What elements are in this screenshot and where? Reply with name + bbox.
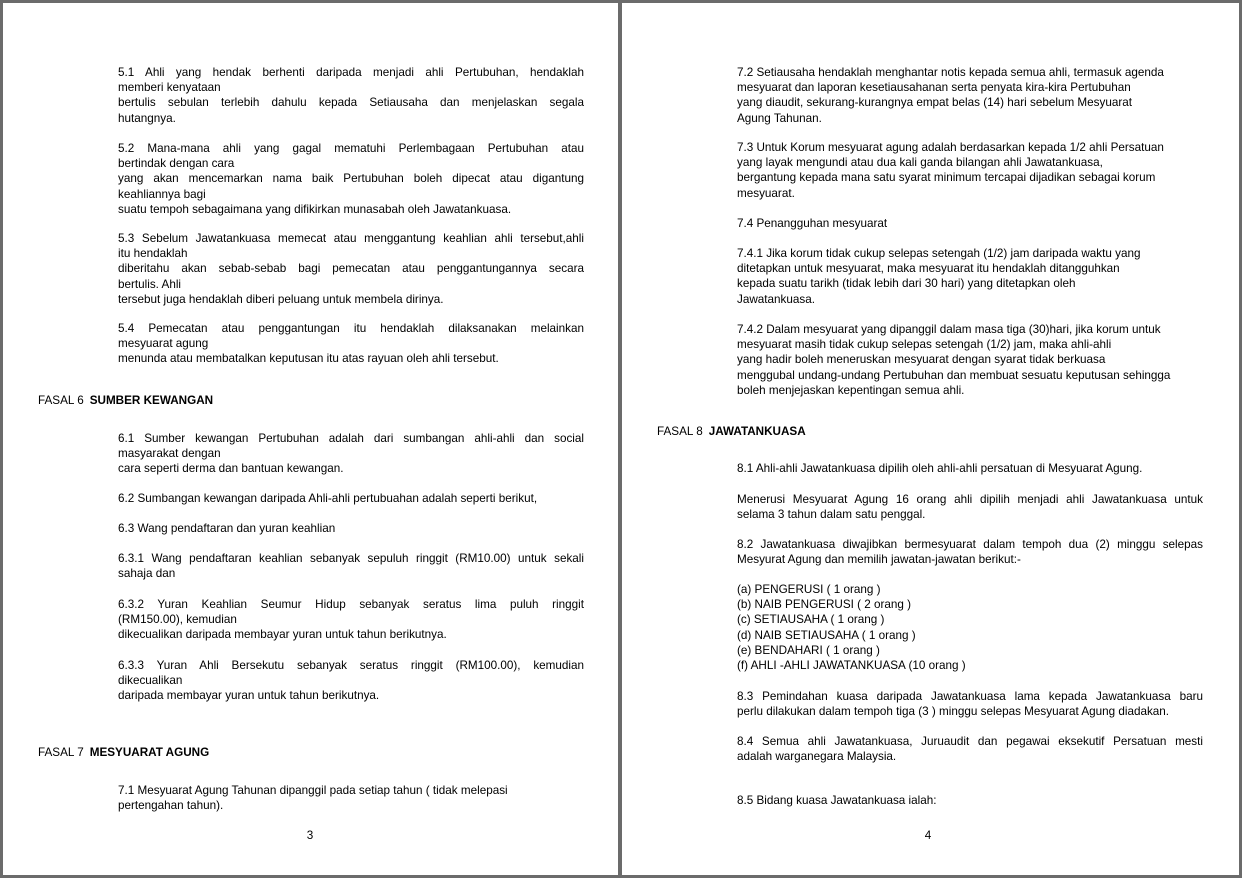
text-line: 5.1 Ahli yang hendak berhenti daripada menjadi ahli Pertubuhan, hendaklah (118, 66, 584, 79)
text-line: (c) SETIAUSAHA ( 1 orang ) (737, 613, 885, 627)
text-line: dikecualikan (118, 674, 183, 688)
text-line: keahliannya bagi (118, 187, 206, 201)
text-line: 7.3 Untuk Korum mesyuarat agung adalah berdasarkan kepada 1/2 ahli Persatuan (737, 141, 1164, 154)
text-line: yang diaudit, sekurang-kurangnya empat belas (14) hari sebelum Mesyuarat (737, 96, 1132, 110)
section-number: FASAL 7 (38, 746, 84, 759)
text-line: 6.3.3 Yuran Ahli Bersekutu sebanyak seratus ringgit (RM100.00), kemudian (118, 659, 584, 672)
section-number: FASAL 6 (38, 394, 84, 407)
text-line: selama 3 tahun dalam satu penggal. (737, 508, 926, 522)
text-line: yang hadir boleh meneruskan mesyuarat dengan syarat tidak berkuasa (737, 353, 1106, 367)
text-line: kepada suatu tarikh (tidak lebih dari 30 hari) yang ditetapkan oleh (737, 277, 1076, 291)
text-line: cara seperti derma dan bantuan kewangan. (118, 462, 344, 476)
paragraph (118, 231, 584, 307)
paragraph (118, 431, 584, 477)
section-title: SUMBER KEWANGAN (89, 394, 214, 407)
text-line: mesyuarat agung (118, 337, 209, 351)
text-line: menunda atau membatalkan keputusan itu atas rayuan oleh ahli tersebut. (118, 352, 499, 366)
text-line: (b) NAIB PENGERUSI ( 2 orang ) (737, 598, 912, 612)
text-line: 5.2 Mana-mana ahli yang gagal mematuhi Perlembagaan Pertubuhan atau (118, 142, 584, 155)
text-line: mesyuarat. (737, 186, 795, 200)
text-line: sahaja dan (118, 567, 176, 581)
paragraph (118, 141, 584, 217)
paragraph (737, 461, 1203, 476)
paragraph (737, 734, 1203, 764)
text-line: bertulis. Ahli (118, 277, 182, 291)
section-heading (657, 424, 806, 439)
text-line: 8.1 Ahli-ahli Jawatankuasa dipilih oleh ahli-ahli persatuan di Mesyuarat Agung. (737, 462, 1143, 475)
paragraph (737, 492, 1203, 522)
text-line: Jawatankuasa. (737, 292, 815, 306)
paragraph (118, 551, 584, 581)
text-line: dikecualikan daripada membayar yuran untuk tahun berikutnya. (118, 628, 447, 642)
page-number: 4 (924, 829, 932, 842)
text-line: perlu dilakukan dalam tempoh tiga (3 ) minggu selepas Mesyuarat Agung diadakan. (737, 705, 1170, 719)
section-title: JAWATANKUASA (708, 425, 806, 438)
paragraph (737, 793, 1203, 808)
section-number: FASAL 8 (657, 425, 703, 438)
paragraph (118, 597, 584, 643)
text-line: yang akan mencemarkan nama baik Pertubuhan boleh dipecat atau digantung (118, 172, 584, 186)
page-number: 3 (306, 829, 314, 842)
text-line: 6.3.1 Wang pendaftaran keahlian sebanyak sepuluh ringgit (RM10.00) untuk sekali (118, 552, 584, 565)
paragraph (118, 521, 584, 536)
text-line: (RM150.00), kemudian (118, 613, 237, 627)
paragraph (737, 537, 1203, 567)
paragraph (737, 216, 1203, 231)
text-line: mesyuarat dan laporan kesetiausahanan serta penyata kira-kira Pertubuhan (737, 81, 1131, 95)
text-line: bertindak dengan cara (118, 157, 235, 171)
text-line: 5.4 Pemecatan atau penggantungan itu hendaklah dilaksanakan melainkan (118, 322, 584, 335)
paragraph (737, 140, 1203, 201)
text-line: bergantung kepada mana satu syarat minimum tercapai dijadikan sebagai korum (737, 171, 1156, 185)
section-heading (38, 745, 209, 760)
text-line: ditetapkan untuk mesyuarat, maka mesyuarat itu hendaklah ditangguhkan (737, 262, 1120, 276)
paragraph (118, 65, 584, 126)
text-line: 6.3.2 Yuran Keahlian Seumur Hidup sebanyak seratus lima puluh ringgit (118, 598, 584, 611)
text-line: 7.4 Penangguhan mesyuarat (737, 217, 888, 230)
text-line: suatu tempoh sebagaimana yang difikirkan munasabah oleh Jawatankuasa. (118, 202, 512, 216)
text-line: hutangnya. (118, 111, 176, 125)
text-line: 7.4.2 Dalam mesyuarat yang dipanggil dalam masa tiga (30)hari, jika korum untuk (737, 323, 1161, 336)
text-line: memberi kenyataan (118, 81, 221, 95)
text-line: mesyuarat masih tidak cukup selepas setengah (1/2) jam, maka ahli-ahli (737, 338, 1112, 352)
text-line: boleh menjejaskan kepentingan semua ahli. (737, 383, 965, 397)
text-line: 7.2 Setiausaha hendaklah menghantar notis kepada semua ahli, termasuk agenda (737, 66, 1164, 79)
text-line: Mesyurat Agung dan memilih jawatan-jawatan berikut:- (737, 553, 1021, 567)
paragraph (737, 65, 1203, 126)
text-line: 7.1 Mesyuarat Agung Tahunan dipanggil pada setiap tahun ( tidak melepasi (118, 784, 508, 797)
text-line: diberitahu akan sebab-sebab bagi pemecatan atau penggantungannya secara (118, 262, 584, 276)
text-line: masyarakat dengan (118, 447, 221, 461)
text-line: (a) PENGERUSI ( 1 orang ) (737, 583, 881, 596)
document-page-4 (622, 3, 1239, 875)
text-line: itu hendaklah (118, 247, 188, 261)
text-line: 8.3 Pemindahan kuasa daripada Jawatankuasa lama kepada Jawatankuasa baru (737, 690, 1203, 703)
text-line: 8.2 Jawatankuasa diwajibkan bermesyuarat dalam tempoh dua (2) minggu selepas (737, 538, 1203, 551)
paragraph (118, 658, 584, 704)
text-line: tersebut juga hendaklah diberi peluang untuk membela dirinya. (118, 292, 444, 306)
text-line: 8.5 Bidang kuasa Jawatankuasa ialah: (737, 794, 937, 807)
paragraph (737, 582, 1203, 673)
paragraph (737, 689, 1203, 719)
section-heading (38, 393, 213, 408)
text-line: (d) NAIB SETIAUSAHA ( 1 orang ) (737, 628, 916, 642)
text-line: pertengahan tahun). (118, 799, 224, 813)
paragraph (118, 321, 584, 367)
paragraph (737, 322, 1203, 398)
text-line: (e) BENDAHARI ( 1 orang ) (737, 643, 880, 657)
document-page-3 (3, 3, 618, 875)
text-line: 6.3 Wang pendaftaran dan yuran keahlian (118, 522, 336, 535)
text-line: bertulis sebulan terlebih dahulu kepada Setiausaha dan menjelaskan segala (118, 96, 584, 110)
paragraph (737, 246, 1203, 307)
text-line: daripada membayar yuran untuk tahun berikutnya. (118, 689, 380, 703)
text-line: yang layak mengundi atau dua kali ganda bilangan ahli Jawatankuasa, (737, 156, 1103, 170)
text-line: adalah warganegara Malaysia. (737, 750, 897, 764)
text-line: 6.2 Sumbangan kewangan daripada Ahli-ahli pertubuahan adalah seperti berikut, (118, 492, 538, 505)
text-line: 7.4.1 Jika korum tidak cukup selepas setengah (1/2) jam daripada waktu yang (737, 247, 1141, 260)
section-title: MESYUARAT AGUNG (89, 746, 210, 759)
text-line: 5.3 Sebelum Jawatankuasa memecat atau menggantung keahlian ahli tersebut,ahli (118, 232, 584, 245)
text-line: 8.4 Semua ahli Jawatankuasa, Juruaudit dan pegawai eksekutif Persatuan mesti (737, 735, 1203, 748)
text-line: menggubal undang-undang Pertubuhan dan membuat sesuatu keputusan sehingga (737, 368, 1171, 382)
text-line: 6.1 Sumber kewangan Pertubuhan adalah dari sumbangan ahli-ahli dan social (118, 432, 584, 445)
text-line: (f) AHLI -AHLI JAWATANKUASA (10 orang ) (737, 659, 966, 673)
paragraph (118, 783, 584, 813)
text-line: Agung Tahunan. (737, 111, 822, 125)
paragraph (118, 491, 584, 506)
text-line: Menerusi Mesyuarat Agung 16 orang ahli dipilih menjadi ahli Jawatankuasa untuk (737, 493, 1203, 506)
